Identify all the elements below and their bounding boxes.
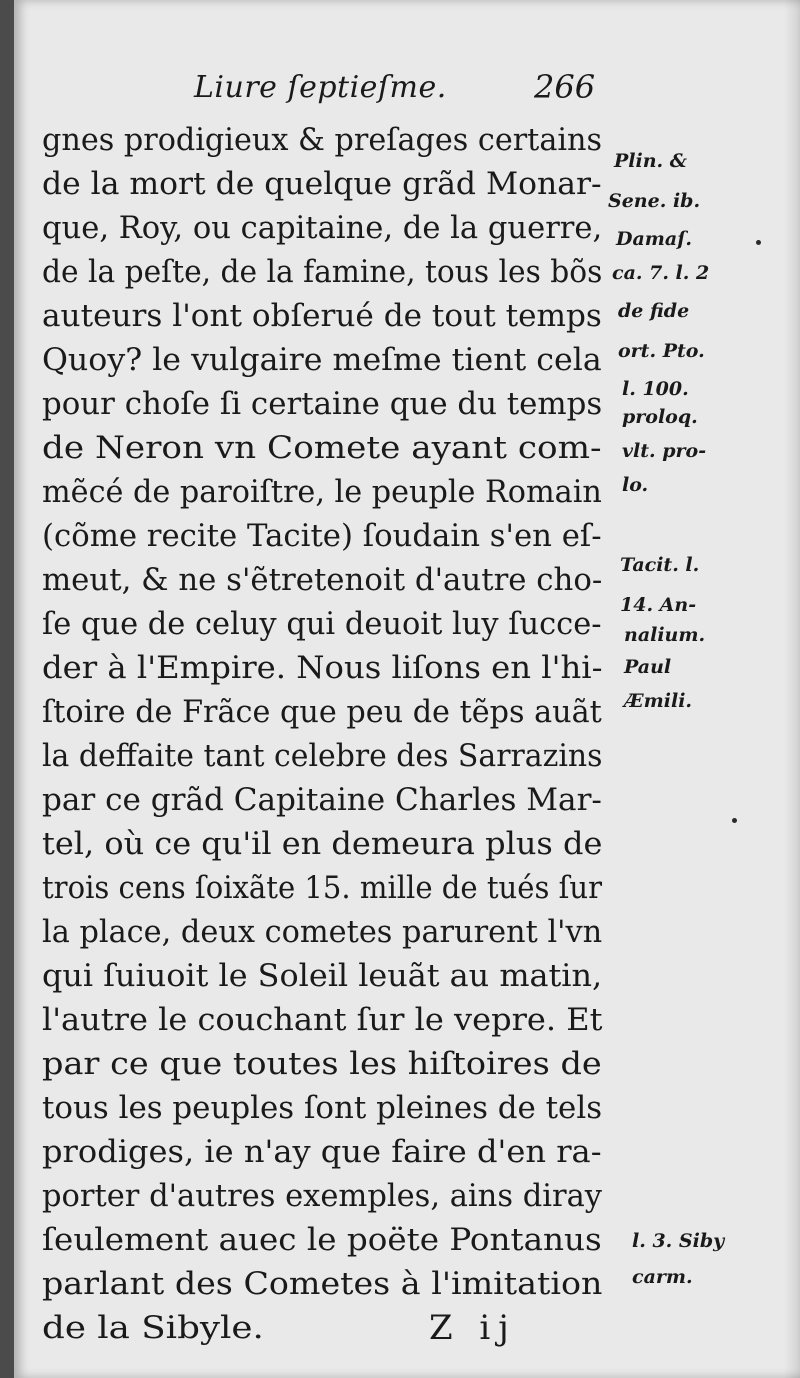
text-line: la deffaite tant celebre des Sarrazins [42,738,603,774]
margin-note: Paul [624,656,672,678]
text-line: l'autre le couchant ſur le vepre. Et [42,1002,603,1038]
margin-note: Tacit. l. [620,554,700,576]
text-line: de Neron vn Comete ayant com- [42,430,602,466]
margin-note: nalium. [624,624,706,646]
text-line: par ce grãd Capitaine Charles Mar- [42,782,602,818]
text-line: ſtoire de Frãce que peu de tẽps auãt [42,694,602,730]
text-line: Quoy? le vulgaire meſme tient cela [42,342,602,378]
text-line: ſeulement auec le poëte Pontanus [42,1222,602,1258]
text-line: par ce que toutes les hiſtoires de [42,1046,602,1082]
body-text [42,118,622,1350]
margin-note: vlt. pro- [622,440,707,462]
margin-note: ca. 7. l. 2 [612,262,710,284]
margin-note: lo. [622,474,649,496]
text-line: tous les peuples ſont pleines de tels [42,1090,603,1126]
text-line: meut, & ne s'ẽtretenoit d'autre cho- [42,562,603,598]
book-page [14,0,800,1378]
margin-note: l. 3. Siby [632,1230,725,1252]
margin-note: proloq. [622,406,698,428]
page-number: 266 [534,68,596,106]
text-line: (cõme recite Tacite) ſoudain s'en eſ- [42,518,602,554]
text-line: gnes prodigieux & preſages certains [42,122,603,158]
text-line: la place, deux cometes parurent l'vn [42,914,603,950]
signature-mark: Z ij [429,1308,517,1348]
margin-note: Æmili. [624,690,693,712]
ink-speck [756,240,761,245]
text-line: tel, où ce qu'il en demeura plus de [42,826,603,862]
text-line: parlant des Cometes à l'imitation [42,1266,603,1302]
text-line: qui ſuiuoit le Soleil leuãt au matin, [42,958,603,994]
text-line: porter d'autres exemples, ains diray [42,1178,602,1214]
margin-note: l. 100. [622,378,689,400]
text-line: mẽcé de paroiſtre, le peuple Romain [42,474,602,510]
margin-note: de fide [618,300,690,322]
text-line: de la peſte, de la famine, tous les bõs [42,254,603,290]
text-line: de la Sibyle. [42,1310,264,1346]
margin-note: Sene. ib. [608,190,701,212]
ink-speck [732,818,737,823]
text-line: auteurs l'ont obſerué de tout temps [42,298,602,334]
text-line: ſe que de celuy qui deuoit luy ſucce- [42,606,602,642]
text-line: pour choſe ſi certaine que du temps [42,386,603,422]
text-line: de la mort de quelque grãd Monar- [42,166,602,202]
text-line: prodiges, ie n'ay que faire d'en ra- [42,1134,602,1170]
margin-note: ort. Pto. [618,340,705,362]
margin-note: Damaſ. [616,228,692,250]
margin-note: 14. An- [620,594,697,616]
margin-note: Plin. & [614,150,687,172]
margin-note: carm. [632,1266,693,1288]
text-line: der à l'Empire. Nous liſons en l'hi- [42,650,603,686]
text-line: trois cens ſoixãte 15. mille de tués ſur [42,870,603,906]
text-line: que, Roy, ou capitaine, de la guerre, [42,210,603,246]
running-head: Liure ſeptieſme. [194,70,447,105]
